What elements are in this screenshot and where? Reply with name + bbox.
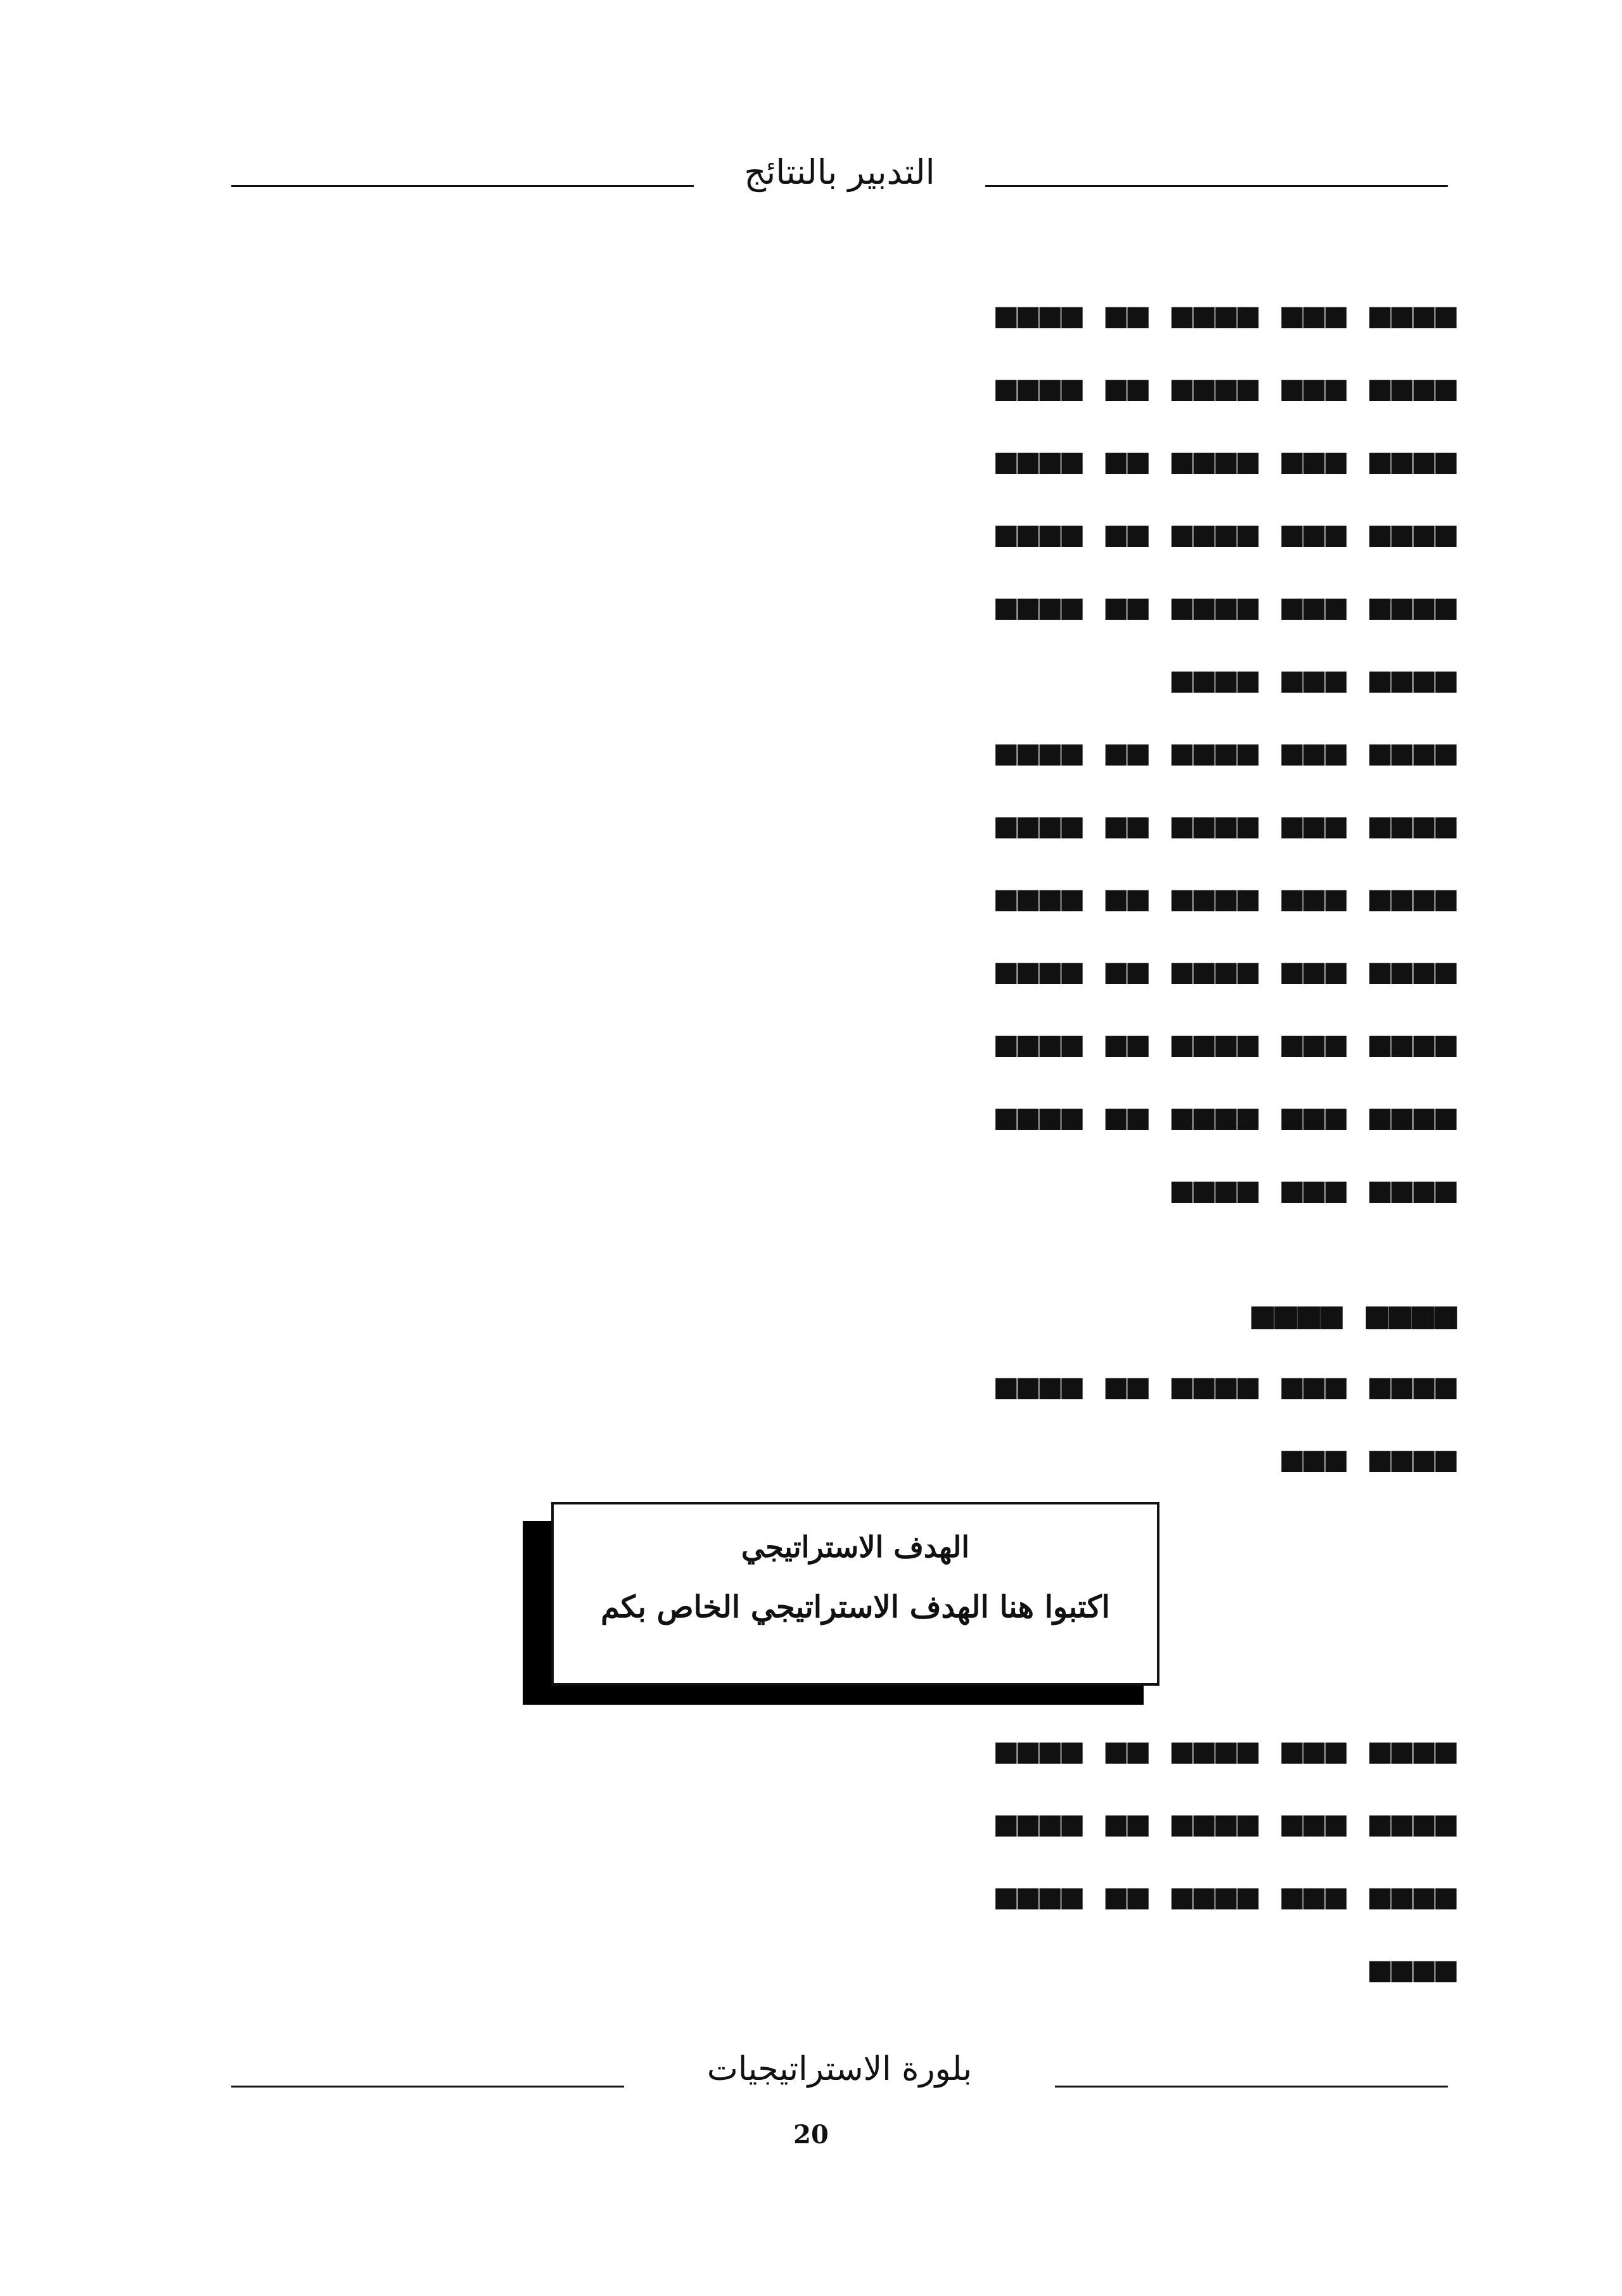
paragraph-2-line: ■■■■ ■■■ ■■■■ ■■ ■■■■	[995, 732, 1457, 773]
page-footer	[231, 2050, 1448, 2088]
paragraph-1-line: ■■■■ ■■■ ■■■■ ■■ ■■■■	[995, 440, 1457, 482]
footer-rule-left	[231, 2086, 624, 2088]
paragraph-2	[228, 716, 1457, 1226]
strategic-goal-callout	[551, 1502, 1159, 1686]
paragraph-2-line: ■■■■ ■■■ ■■■■ ■■ ■■■■	[995, 951, 1457, 992]
callout-body: اكتبوا هنا الهدف الاستراتيجي الخاص بكم	[601, 1589, 1110, 1625]
paragraph-4-line: ■■■■	[1369, 1949, 1457, 1990]
paragraph-1-line: ■■■■ ■■■ ■■■■ ■■ ■■■■	[995, 586, 1457, 627]
paragraph-2-line: ■■■■ ■■■ ■■■■	[1171, 1169, 1457, 1210]
paragraph-1-line: ■■■■ ■■■ ■■■■ ■■ ■■■■	[995, 368, 1457, 409]
section-heading: ■■■■ ■■■■	[1251, 1293, 1457, 1337]
header-title: التدبير بالنتائج	[744, 152, 935, 192]
paragraph-4-line: ■■■■ ■■■ ■■■■ ■■ ■■■■	[995, 1730, 1457, 1771]
footer-title: بلورة الاستراتيجيات	[706, 2050, 973, 2088]
paragraph-2-line: ■■■■ ■■■ ■■■■ ■■ ■■■■	[995, 878, 1457, 919]
header-rule-right	[985, 185, 1448, 187]
paragraph-1-line: ■■■■ ■■■ ■■■■ ■■ ■■■■	[995, 513, 1457, 555]
paragraph-3	[228, 1350, 1457, 1496]
page-header	[231, 152, 1448, 190]
header-rule-left	[231, 185, 694, 187]
page-number: 20	[793, 2120, 829, 2150]
paragraph-4	[228, 1714, 1457, 2006]
paragraph-1-line: ■■■■ ■■■ ■■■■	[1171, 659, 1457, 700]
paragraph-1-line: ■■■■ ■■■ ■■■■ ■■ ■■■■	[995, 295, 1457, 336]
paragraph-4-line: ■■■■ ■■■ ■■■■ ■■ ■■■■	[995, 1876, 1457, 1917]
paragraph-2-line: ■■■■ ■■■ ■■■■ ■■ ■■■■	[995, 805, 1457, 846]
paragraph-3-line: ■■■■ ■■■ ■■■■ ■■ ■■■■	[995, 1366, 1457, 1407]
paragraph-2-line: ■■■■ ■■■ ■■■■ ■■ ■■■■	[995, 1096, 1457, 1138]
footer-rule-right	[1055, 2086, 1448, 2088]
callout-title: الهدف الاستراتيجي	[741, 1530, 970, 1564]
paragraph-4-line: ■■■■ ■■■ ■■■■ ■■ ■■■■	[995, 1803, 1457, 1844]
paragraph-3-line: ■■■■ ■■■	[1281, 1439, 1457, 1480]
paragraph-2-line: ■■■■ ■■■ ■■■■ ■■ ■■■■	[995, 1023, 1457, 1065]
paragraph-1	[228, 279, 1457, 716]
